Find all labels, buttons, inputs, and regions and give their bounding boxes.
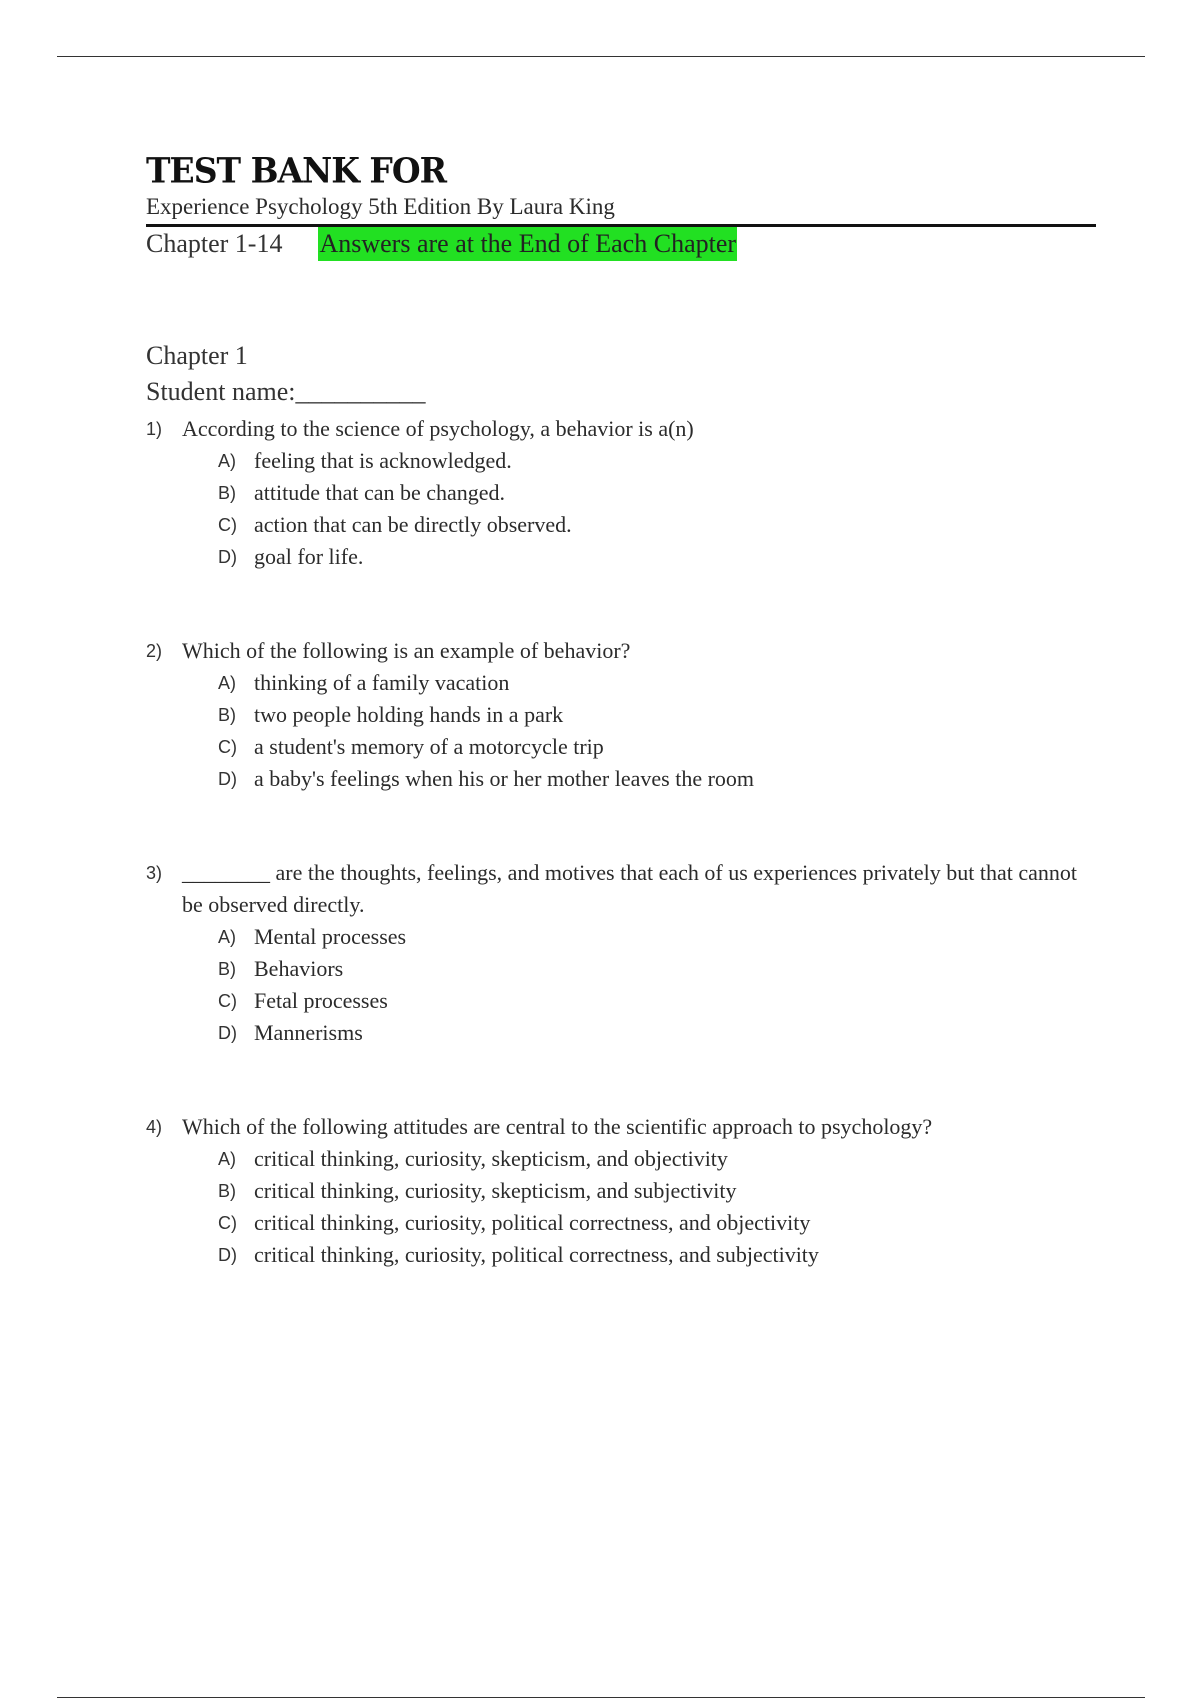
option-text: feeling that is acknowledged. bbox=[254, 448, 512, 473]
option-letter: A) bbox=[218, 673, 236, 693]
option-c bbox=[146, 985, 1096, 1017]
option-b bbox=[146, 477, 1096, 509]
option-text: Mental processes bbox=[254, 924, 407, 949]
option-text: thinking of a family vacation bbox=[254, 670, 510, 695]
option-text: goal for life. bbox=[254, 544, 364, 569]
question-number: 3) bbox=[146, 863, 163, 883]
option-text: critical thinking, curiosity, skepticism, and objectivity bbox=[254, 1146, 728, 1171]
option-text: Behaviors bbox=[254, 956, 344, 981]
option-letter: D) bbox=[218, 769, 237, 789]
student-name-field: Student name:__________ bbox=[146, 377, 426, 406]
option-d bbox=[146, 541, 1096, 573]
question-number: 1) bbox=[146, 419, 163, 439]
option-letter: C) bbox=[218, 991, 237, 1011]
option-letter: A) bbox=[218, 1149, 236, 1169]
chapter-heading: Chapter 1 bbox=[146, 341, 248, 370]
option-letter: A) bbox=[218, 927, 236, 947]
option-letter: C) bbox=[218, 515, 237, 535]
question-1 bbox=[146, 413, 1096, 573]
question-text: Which of the following attitudes are central to the scientific approach to psychology? bbox=[182, 1114, 933, 1139]
option-d bbox=[146, 763, 1096, 795]
chapter-range-line bbox=[146, 227, 1096, 261]
option-b bbox=[146, 1175, 1096, 1207]
option-text: a baby's feelings when his or her mother leaves the room bbox=[254, 766, 755, 791]
document-subtitle: Experience Psychology 5th Edition By Laura King bbox=[146, 194, 615, 219]
option-c bbox=[146, 509, 1096, 541]
option-text: Fetal processes bbox=[254, 988, 388, 1013]
option-c bbox=[146, 1207, 1096, 1239]
option-c bbox=[146, 731, 1096, 763]
question-text: According to the science of psychology, a behavior is a(n) bbox=[182, 416, 694, 441]
option-text: critical thinking, curiosity, skepticism, and subjectivity bbox=[254, 1178, 737, 1203]
option-a bbox=[146, 445, 1096, 477]
option-list bbox=[146, 921, 1096, 1049]
option-list bbox=[146, 667, 1096, 795]
chapter-range: Chapter 1-14 bbox=[146, 229, 283, 258]
option-a bbox=[146, 1143, 1096, 1175]
question-number: 4) bbox=[146, 1117, 163, 1137]
option-b bbox=[146, 953, 1096, 985]
option-text: action that can be directly observed. bbox=[254, 512, 572, 537]
question-4 bbox=[146, 1111, 1096, 1271]
option-letter: D) bbox=[218, 1023, 237, 1043]
question-text: ________ are the thoughts, feelings, and motives that each of us experiences privately but that cannot be observed directly. bbox=[182, 860, 1078, 917]
option-d bbox=[146, 1017, 1096, 1049]
option-text: two people holding hands in a park bbox=[254, 702, 564, 727]
question-text: Which of the following is an example of behavior? bbox=[182, 638, 631, 663]
question-number: 2) bbox=[146, 641, 163, 661]
question-3 bbox=[146, 857, 1096, 1049]
option-letter: C) bbox=[218, 737, 237, 757]
document-content bbox=[146, 150, 1096, 1271]
page-bottom-rule bbox=[57, 1697, 1145, 1698]
option-letter: B) bbox=[218, 959, 236, 979]
option-letter: B) bbox=[218, 483, 236, 503]
option-text: critical thinking, curiosity, political correctness, and objectivity bbox=[254, 1210, 811, 1235]
option-a bbox=[146, 921, 1096, 953]
option-list bbox=[146, 445, 1096, 573]
question-2 bbox=[146, 635, 1096, 795]
page-top-rule bbox=[57, 56, 1145, 57]
question-spacer bbox=[146, 795, 1096, 857]
option-text: attitude that can be changed. bbox=[254, 480, 506, 505]
option-letter: A) bbox=[218, 451, 236, 471]
answers-note-highlight: Answers are at the End of Each Chapter bbox=[318, 227, 737, 261]
option-b bbox=[146, 699, 1096, 731]
option-letter: B) bbox=[218, 705, 236, 725]
option-letter: D) bbox=[218, 547, 237, 567]
option-d bbox=[146, 1239, 1096, 1271]
document-title: TEST BANK FOR bbox=[146, 150, 447, 191]
option-letter: C) bbox=[218, 1213, 237, 1233]
question-spacer bbox=[146, 573, 1096, 635]
question-list bbox=[146, 413, 1096, 1271]
option-list bbox=[146, 1143, 1096, 1271]
option-letter: D) bbox=[218, 1245, 237, 1265]
option-text: critical thinking, curiosity, political correctness, and subjectivity bbox=[254, 1242, 819, 1267]
option-letter: B) bbox=[218, 1181, 236, 1201]
option-text: a student's memory of a motorcycle trip bbox=[254, 734, 604, 759]
option-text: Mannerisms bbox=[254, 1020, 363, 1045]
option-a bbox=[146, 667, 1096, 699]
question-spacer bbox=[146, 1049, 1096, 1111]
